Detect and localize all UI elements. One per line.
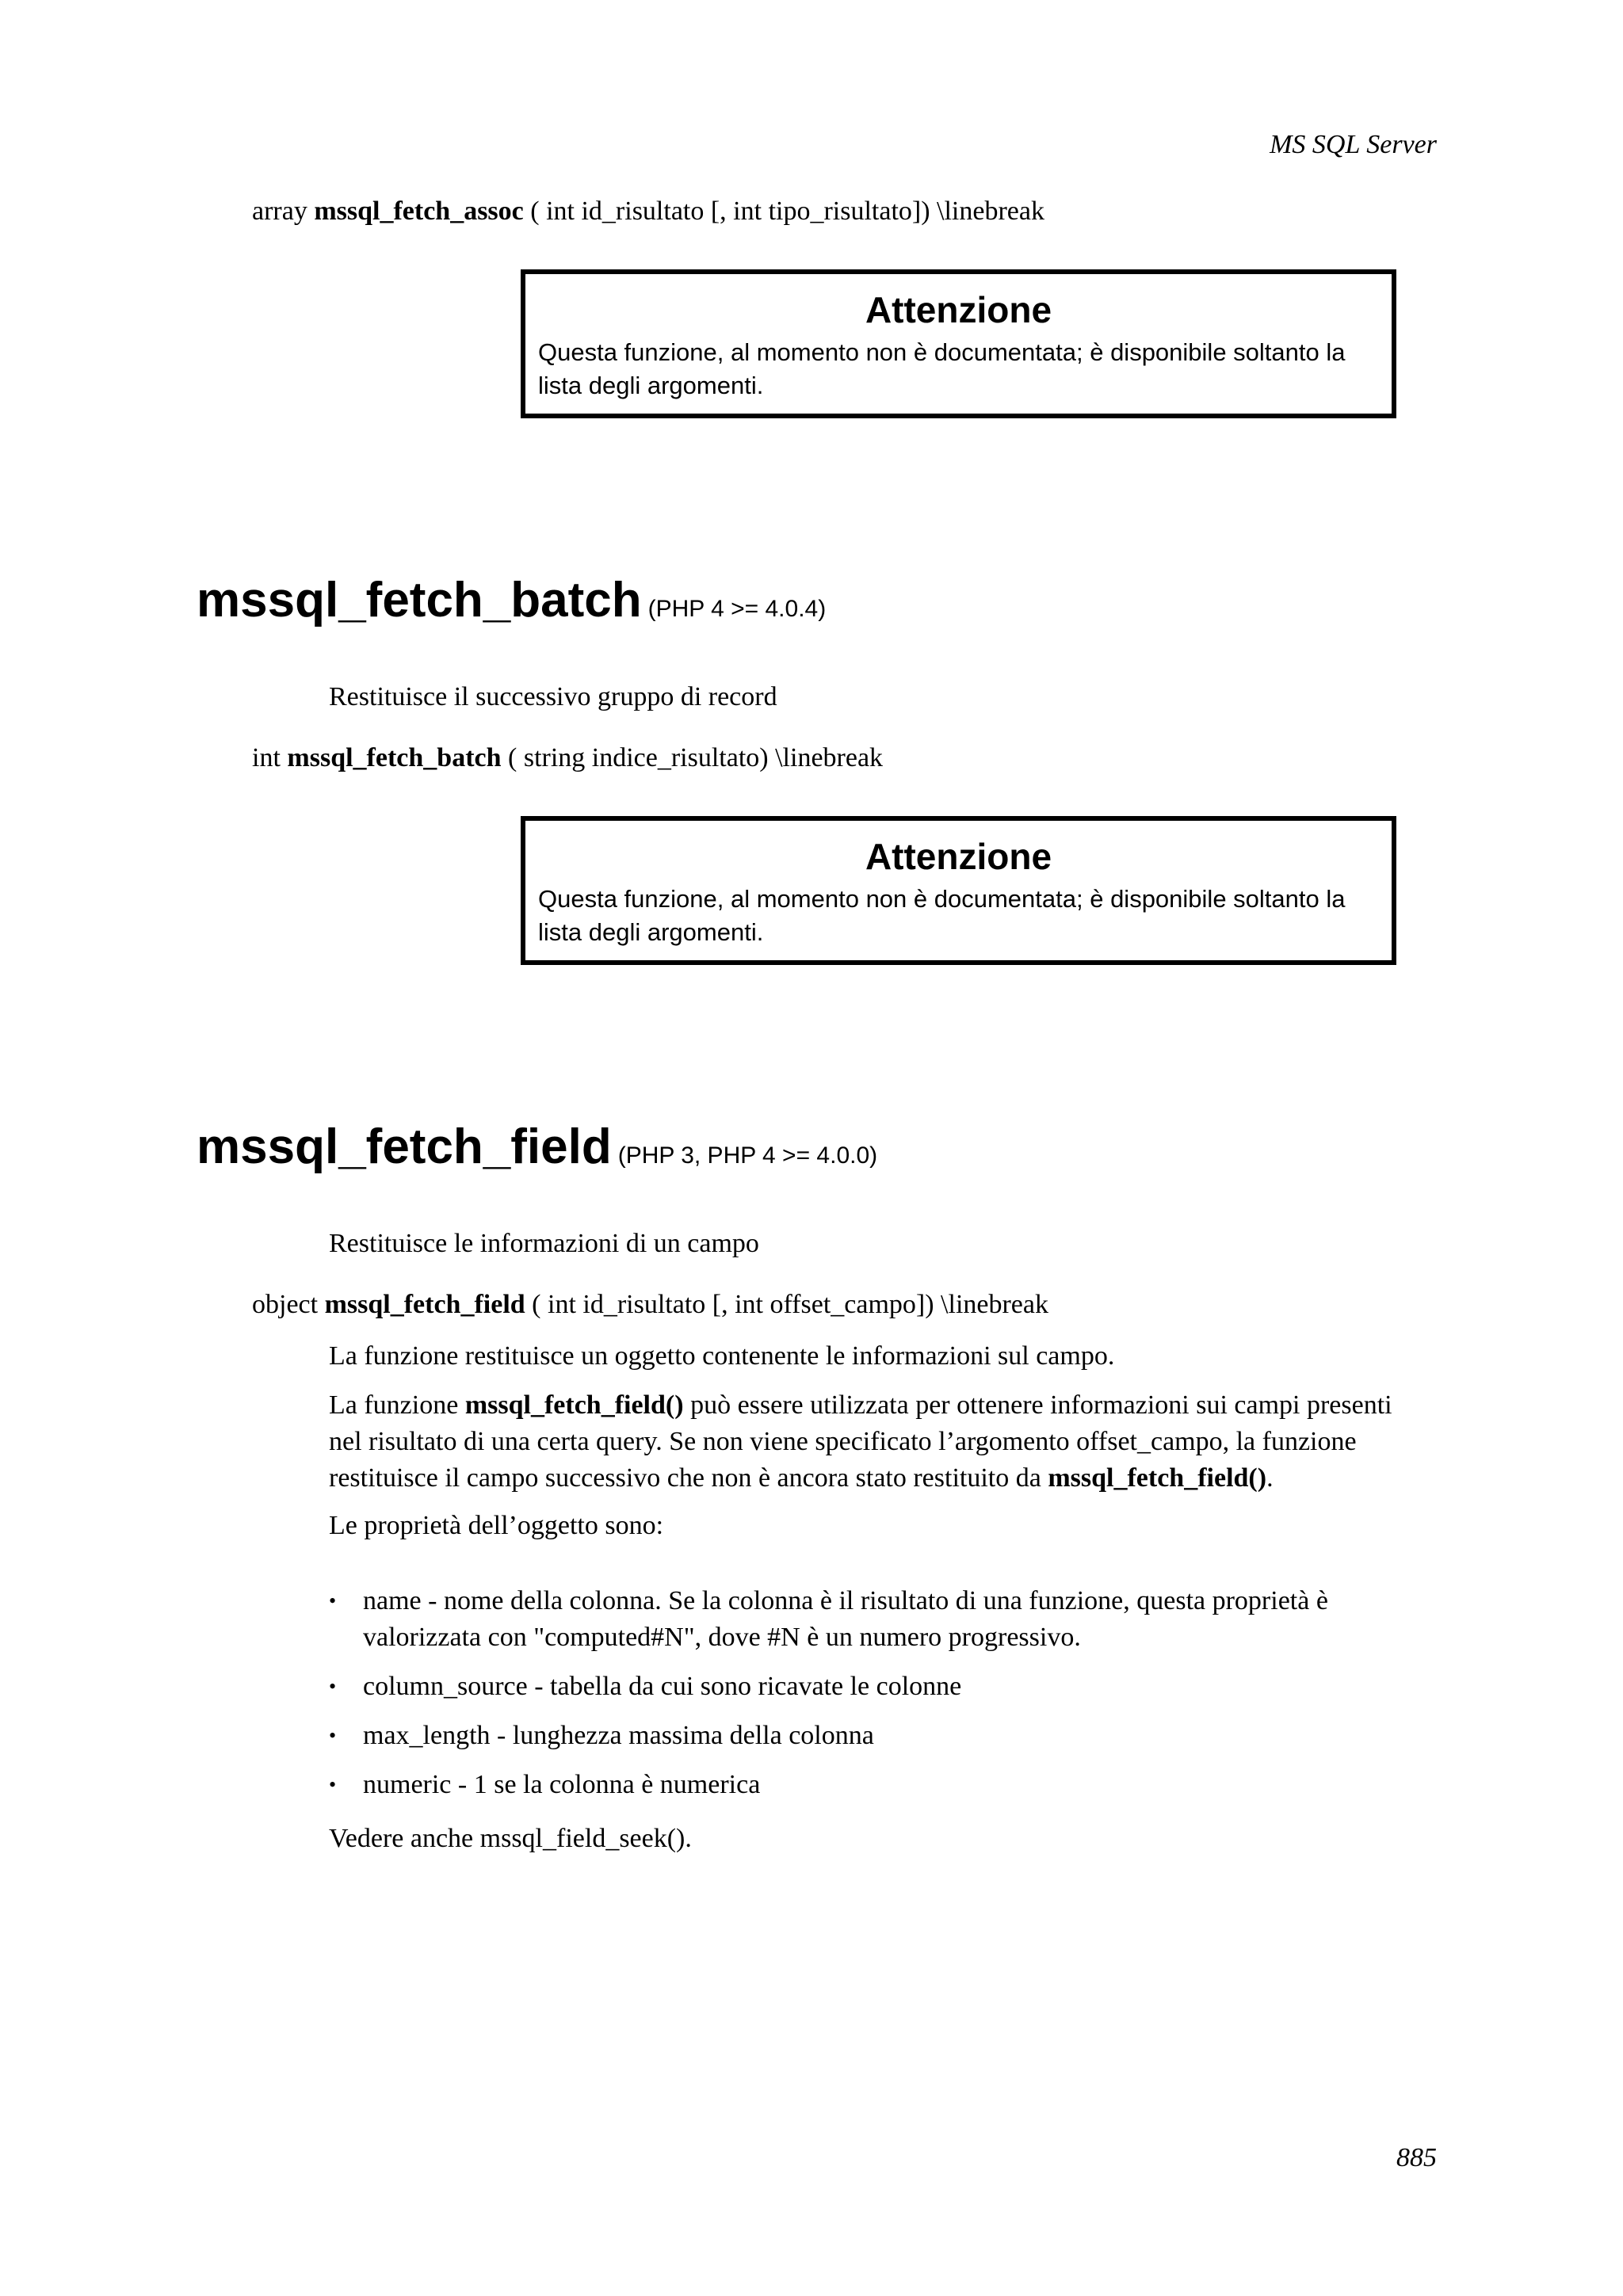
synopsis-return-type: array xyxy=(252,196,307,226)
property-text: column_source - tabella da cui sono ricavate le colonne xyxy=(363,1672,962,1701)
bullet-icon: • xyxy=(329,1675,337,1698)
purpose-fetch-batch: Restituisce il successivo gruppo di record xyxy=(329,682,777,711)
warning-text: Questa funzione, al momento non è documentata; è disponibile soltanto la lista degli argomenti. xyxy=(538,885,1346,946)
synopsis-params: ( int id_risultato [, int tipo_risultato]) \linebreak xyxy=(530,196,1044,226)
entry-title-fetch-field xyxy=(197,1119,877,1175)
description-text: . xyxy=(1266,1463,1274,1493)
list-item xyxy=(329,1718,1423,1754)
synopsis-params: ( int id_risultato [, int offset_campo]) \linebreak xyxy=(532,1290,1048,1319)
description-paragraph xyxy=(329,1387,1423,1497)
description-paragraph: La funzione restituisce un oggetto contenente le informazioni sul campo. xyxy=(329,1341,1115,1371)
version-info: (PHP 3, PHP 4 >= 4.0.0) xyxy=(617,1142,878,1169)
synopsis-function-name: mssql_fetch_batch xyxy=(287,743,502,772)
function-reference: mssql_fetch_field() xyxy=(1048,1463,1267,1493)
synopsis-params: ( string indice_risultato) \linebreak xyxy=(508,743,884,772)
warning-text: Questa funzione, al momento non è documentata; è disponibile soltanto la lista degli argomenti. xyxy=(538,338,1346,399)
running-header: MS SQL Server xyxy=(1270,130,1437,159)
synopsis-fetch-assoc xyxy=(252,196,1044,227)
synopsis-function-name: mssql_fetch_assoc xyxy=(314,196,524,226)
bullet-icon: • xyxy=(329,1773,337,1796)
synopsis-return-type: int xyxy=(252,743,281,772)
page-number: 885 xyxy=(1396,2143,1437,2172)
synopsis-return-type: object xyxy=(252,1290,319,1319)
list-item xyxy=(329,1583,1423,1656)
bullet-icon: • xyxy=(329,1724,337,1747)
bullet-icon: • xyxy=(329,1589,337,1612)
property-text: numeric - 1 se la colonna è numerica xyxy=(363,1770,761,1799)
function-reference: mssql_fetch_field() xyxy=(464,1390,684,1420)
properties-intro: Le proprietà dell’oggetto sono: xyxy=(329,1511,664,1540)
description-text: può essere utilizzata per ottenere informazioni sui campi presenti nel risultato di una certa query. Se non viene specificato l’argomento offset_campo, la funzione restituisce il campo successivo che non è ancora stato restituito da xyxy=(329,1390,1392,1493)
list-item xyxy=(329,1767,1423,1803)
function-title: mssql_fetch_field xyxy=(197,1119,612,1174)
synopsis-function-name: mssql_fetch_field xyxy=(324,1290,525,1319)
synopsis-fetch-field xyxy=(252,1290,1048,1320)
warning-title: Attenzione xyxy=(865,289,1052,330)
synopsis-fetch-batch xyxy=(252,743,883,773)
properties-list xyxy=(329,1583,1423,1816)
description-text: La funzione xyxy=(329,1390,465,1420)
warning-box xyxy=(521,269,1396,418)
property-text: name - nome della colonna. Se la colonna è il risultato di una funzione, questa proprietà è valorizzata con "computed#N", dove #N è un numero progressivo. xyxy=(363,1586,1328,1652)
purpose-fetch-field: Restituisce le informazioni di un campo xyxy=(329,1229,759,1258)
warning-title: Attenzione xyxy=(865,836,1052,877)
function-title: mssql_fetch_batch xyxy=(197,573,642,627)
see-also: Vedere anche mssql_field_seek(). xyxy=(329,1824,692,1853)
entry-title-fetch-batch xyxy=(197,572,826,628)
property-text: max_length - lunghezza massima della colonna xyxy=(363,1721,874,1750)
warning-box xyxy=(521,816,1396,965)
version-info: (PHP 4 >= 4.0.4) xyxy=(647,596,827,622)
list-item xyxy=(329,1669,1423,1705)
